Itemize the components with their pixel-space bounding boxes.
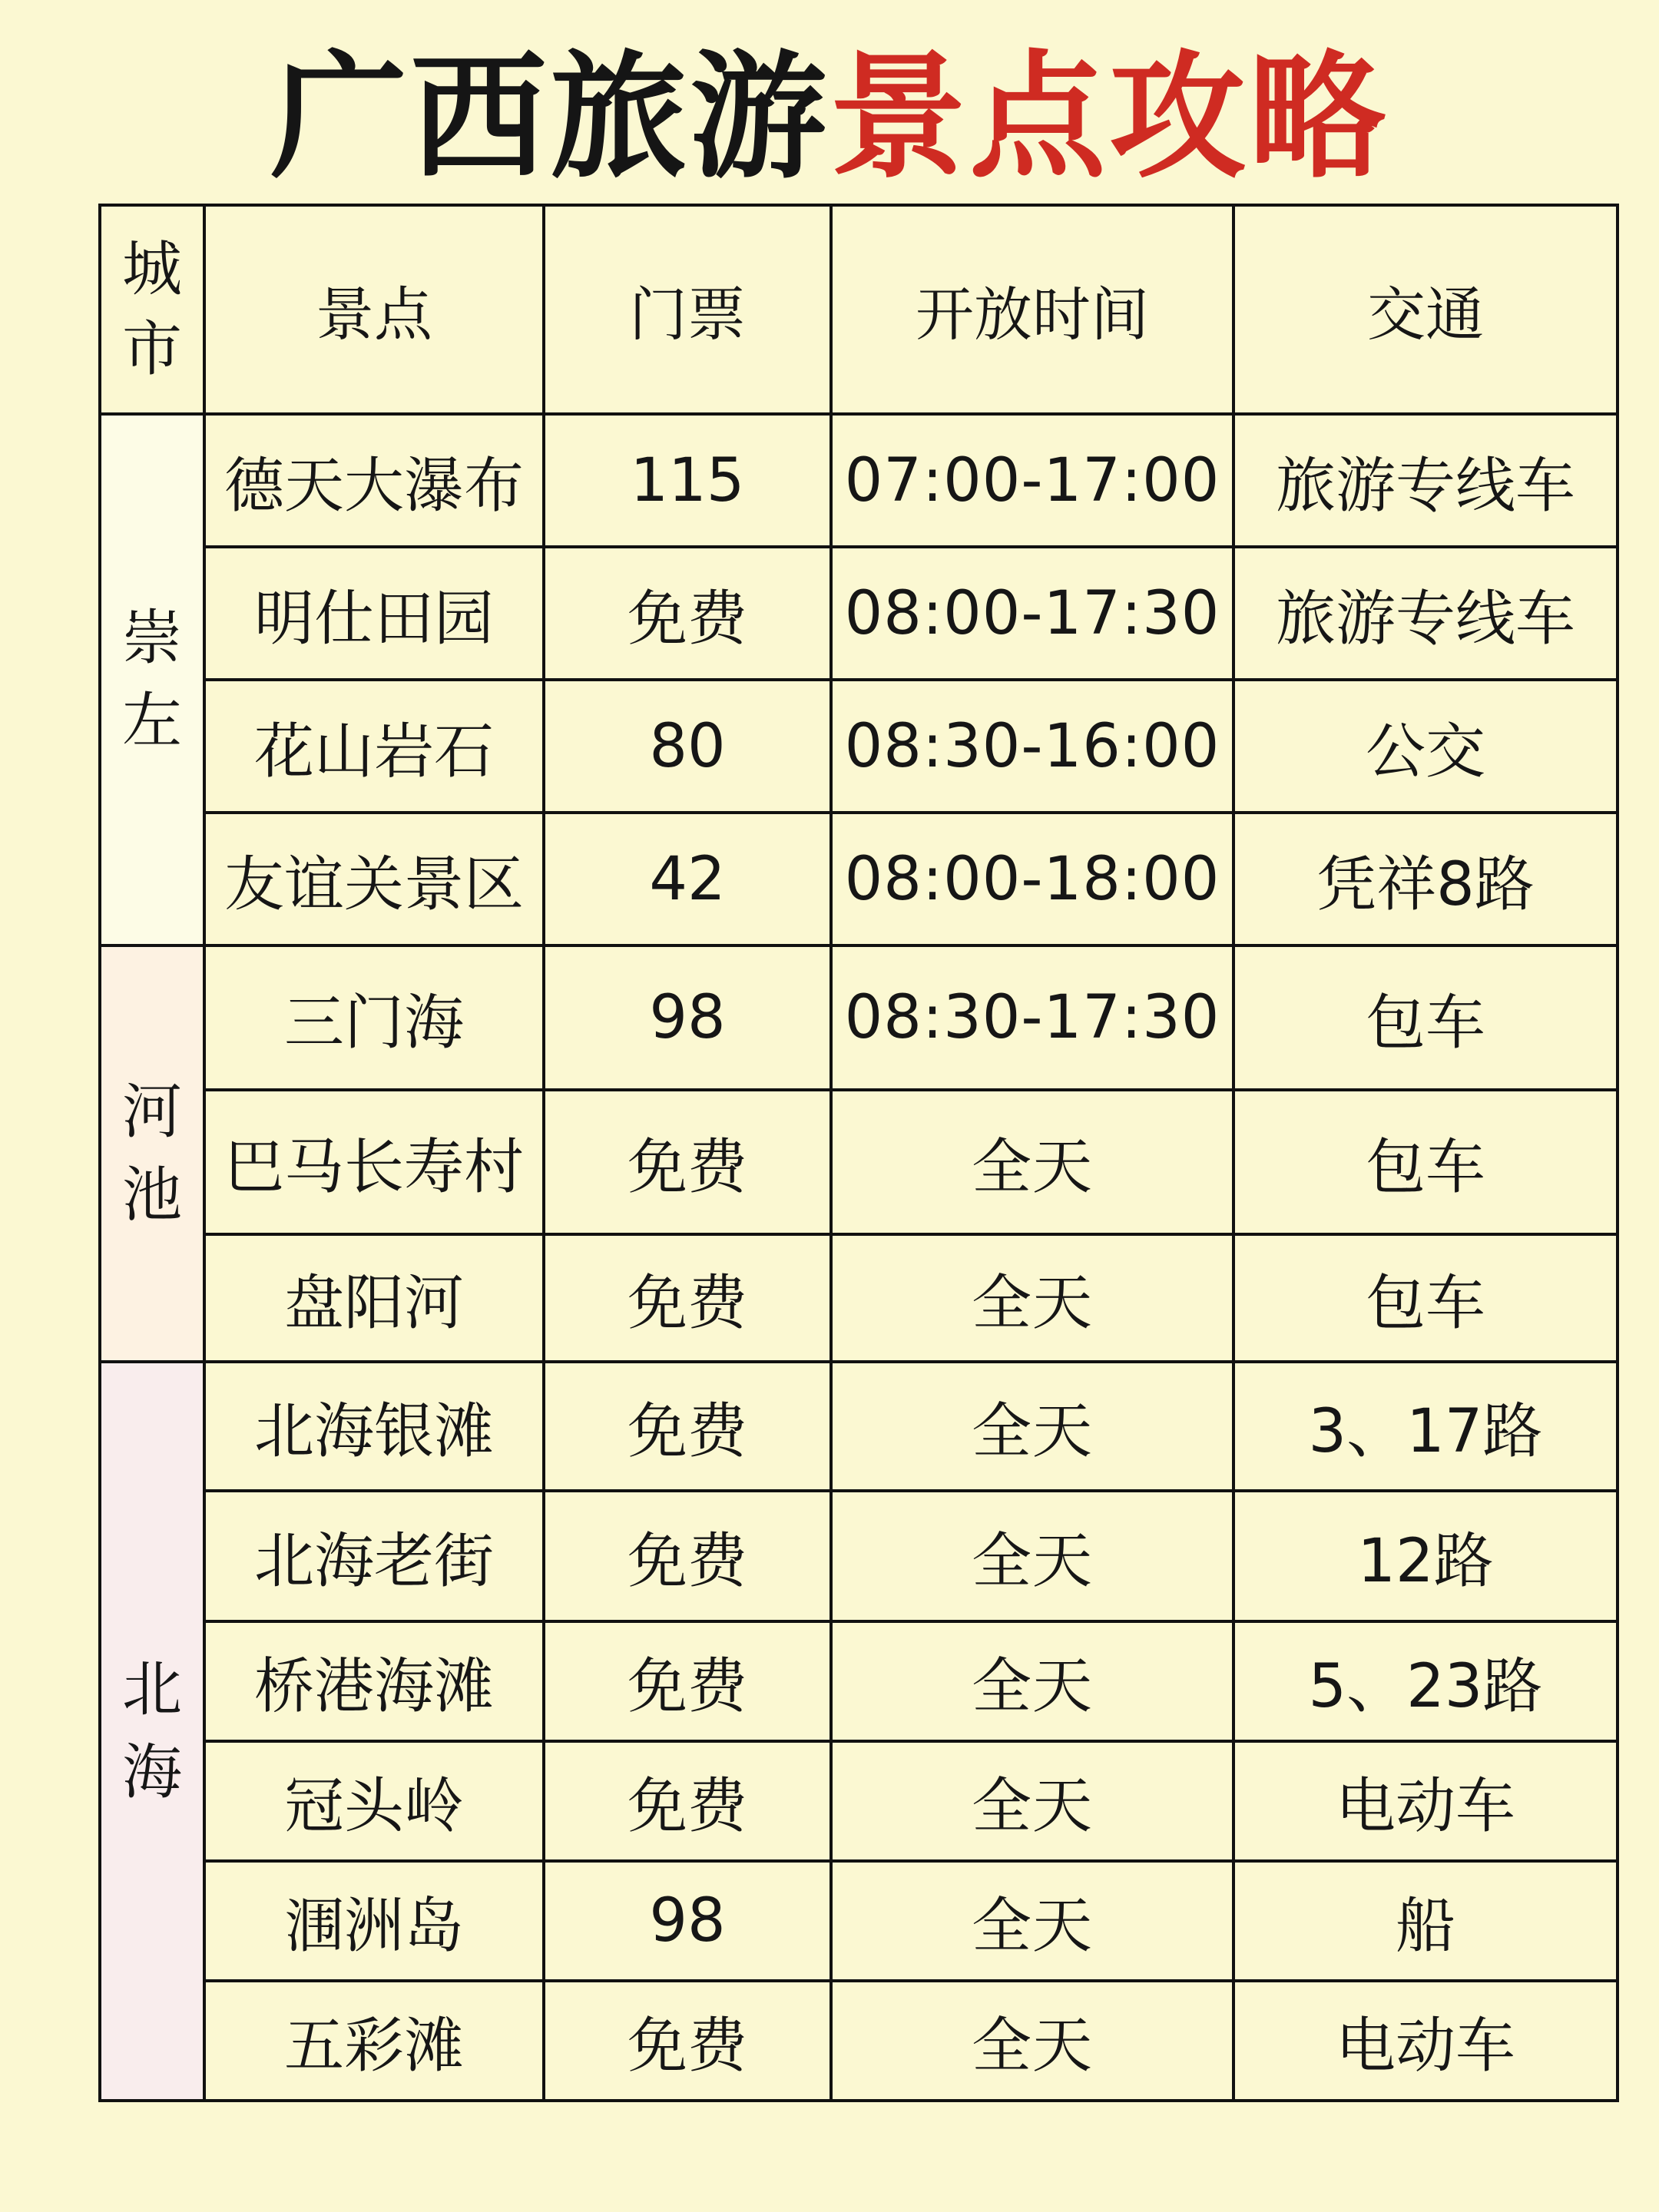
table-row bbox=[100, 1491, 1618, 1621]
table-row bbox=[100, 1234, 1618, 1362]
transport-cell: 凭祥8路 bbox=[1233, 813, 1618, 945]
attractions-table bbox=[98, 204, 1619, 2102]
header-hours: 开放时间 bbox=[831, 205, 1233, 414]
table-row bbox=[100, 414, 1618, 547]
transport-cell: 公交 bbox=[1233, 680, 1618, 813]
hours-cell: 全天 bbox=[831, 1362, 1233, 1491]
table-row bbox=[100, 680, 1618, 813]
ticket-cell: 免费 bbox=[544, 1090, 831, 1234]
spot-cell: 北海银滩 bbox=[204, 1362, 544, 1491]
spot-cell: 涠洲岛 bbox=[204, 1861, 544, 1981]
ticket-cell: 免费 bbox=[544, 547, 831, 680]
header-row bbox=[100, 205, 1618, 414]
table-row bbox=[100, 1090, 1618, 1234]
ticket-cell: 免费 bbox=[544, 1741, 831, 1861]
hours-cell: 08:30-16:00 bbox=[831, 680, 1233, 813]
transport-cell: 旅游专线车 bbox=[1233, 414, 1618, 547]
transport-cell: 包车 bbox=[1233, 1090, 1618, 1234]
spot-cell: 盘阳河 bbox=[204, 1234, 544, 1362]
hours-cell: 08:00-18:00 bbox=[831, 813, 1233, 945]
table-row bbox=[100, 1621, 1618, 1741]
table-row bbox=[100, 1981, 1618, 2101]
hours-cell: 全天 bbox=[831, 1491, 1233, 1621]
transport-cell: 电动车 bbox=[1233, 1741, 1618, 1861]
spot-cell: 明仕田园 bbox=[204, 547, 544, 680]
spot-cell: 花山岩石 bbox=[204, 680, 544, 813]
hours-cell: 08:30-17:30 bbox=[831, 945, 1233, 1090]
transport-cell: 包车 bbox=[1233, 1234, 1618, 1362]
spot-cell: 巴马长寿村 bbox=[204, 1090, 544, 1234]
transport-cell: 5、23路 bbox=[1233, 1621, 1618, 1741]
ticket-cell: 98 bbox=[544, 945, 831, 1090]
hours-cell: 全天 bbox=[831, 1861, 1233, 1981]
table-row bbox=[100, 1362, 1618, 1491]
spot-cell: 冠头岭 bbox=[204, 1741, 544, 1861]
ticket-cell: 免费 bbox=[544, 1234, 831, 1362]
transport-cell: 12路 bbox=[1233, 1491, 1618, 1621]
spot-cell: 友谊关景区 bbox=[204, 813, 544, 945]
city-cell-beihai: 北海 bbox=[100, 1362, 204, 2101]
spot-cell: 桥港海滩 bbox=[204, 1621, 544, 1741]
city-cell-hechi: 河池 bbox=[100, 945, 204, 1362]
spot-cell: 北海老街 bbox=[204, 1491, 544, 1621]
hours-cell: 全天 bbox=[831, 1621, 1233, 1741]
ticket-cell: 免费 bbox=[544, 1362, 831, 1491]
ticket-cell: 80 bbox=[544, 680, 831, 813]
spot-cell: 三门海 bbox=[204, 945, 544, 1090]
hours-cell: 全天 bbox=[831, 1741, 1233, 1861]
ticket-cell: 115 bbox=[544, 414, 831, 547]
hours-cell: 全天 bbox=[831, 1981, 1233, 2101]
transport-cell: 3、17路 bbox=[1233, 1362, 1618, 1491]
header-spot: 景点 bbox=[204, 205, 544, 414]
hours-cell: 全天 bbox=[831, 1090, 1233, 1234]
transport-cell: 船 bbox=[1233, 1861, 1618, 1981]
table-row bbox=[100, 1741, 1618, 1861]
table-row bbox=[100, 945, 1618, 1090]
hours-cell: 08:00-17:30 bbox=[831, 547, 1233, 680]
page-title bbox=[0, 37, 1659, 198]
ticket-cell: 免费 bbox=[544, 1491, 831, 1621]
ticket-cell: 98 bbox=[544, 1861, 831, 1981]
spot-cell: 德天大瀑布 bbox=[204, 414, 544, 547]
hours-cell: 07:00-17:00 bbox=[831, 414, 1233, 547]
spot-cell: 五彩滩 bbox=[204, 1981, 544, 2101]
ticket-cell: 免费 bbox=[544, 1621, 831, 1741]
table-row bbox=[100, 547, 1618, 680]
transport-cell: 电动车 bbox=[1233, 1981, 1618, 2101]
header-city: 城市 bbox=[100, 205, 204, 414]
header-transport: 交通 bbox=[1233, 205, 1618, 414]
table-row bbox=[100, 813, 1618, 945]
hours-cell: 全天 bbox=[831, 1234, 1233, 1362]
table-row bbox=[100, 1861, 1618, 1981]
transport-cell: 旅游专线车 bbox=[1233, 547, 1618, 680]
city-cell-chongzuo: 崇左 bbox=[100, 414, 204, 945]
ticket-cell: 42 bbox=[544, 813, 831, 945]
header-ticket: 门票 bbox=[544, 205, 831, 414]
title-accent: 景点攻略 bbox=[830, 38, 1389, 197]
title-main: 广西旅游 bbox=[270, 38, 830, 197]
transport-cell: 包车 bbox=[1233, 945, 1618, 1090]
ticket-cell: 免费 bbox=[544, 1981, 831, 2101]
